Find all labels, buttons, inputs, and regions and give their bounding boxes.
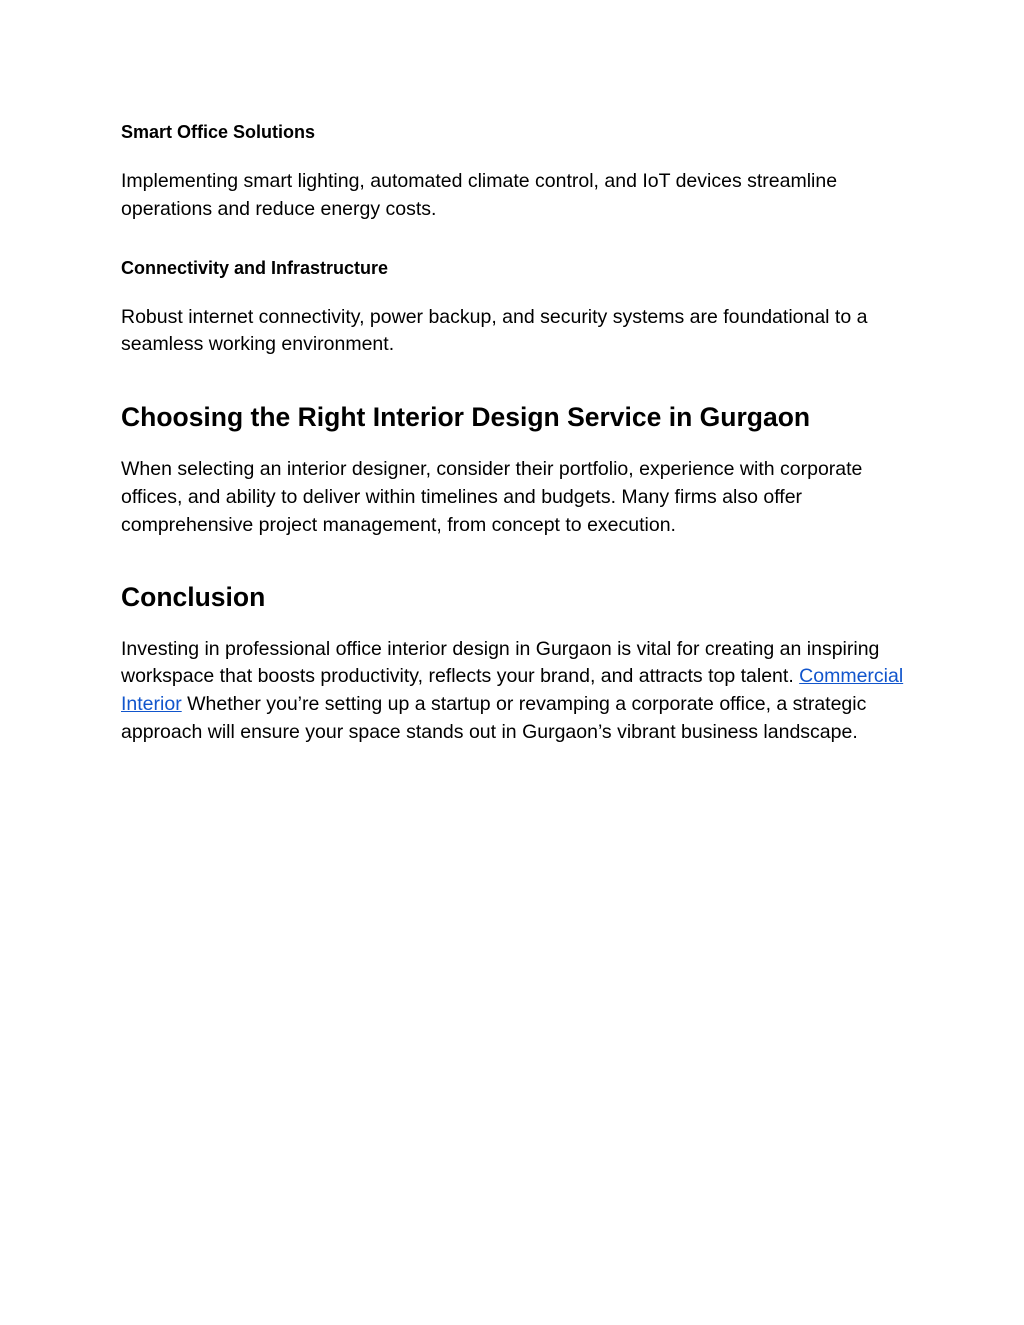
section-paragraph-smart-office: Implementing smart lighting, automated climate control, and IoT devices streamline operations and reduce energy costs.	[121, 170, 838, 220]
section-paragraph-choosing-service: When selecting an interior designer, consider their portfolio, experience with corporate offices, and ability to deliver within timelines and budgets. Many firms also offer comprehensive project management, from concept to execution.	[121, 458, 863, 536]
section-paragraph-connectivity: Robust internet connectivity, power backup, and security systems are foundational to a seamless working environment.	[121, 305, 868, 356]
document-page	[121, 118, 921, 747]
section-heading-choosing-service: Choosing the Right Interior Design Service in Gurgaon	[121, 402, 811, 433]
conclusion-text-before-link: Investing in professional office interior design in Gurgaon is vital for creating an inspiring workspace that boosts productivity, reflects your brand, and attracts top talent.	[121, 637, 880, 688]
section-paragraph-conclusion	[121, 636, 921, 747]
conclusion-text-after-link: Whether you’re setting up a startup or revamping a corporate office, a strategic approach will ensure your space stands out in Gurgaon’s vibrant business landscape.	[121, 693, 867, 743]
section-heading-smart-office: Smart Office Solutions	[121, 122, 316, 142]
commercial-interior-link[interactable]: Commercial Interior	[121, 665, 904, 716]
section-heading-connectivity: Connectivity and Infrastructure	[121, 257, 389, 278]
section-heading-conclusion: Conclusion	[121, 581, 266, 612]
